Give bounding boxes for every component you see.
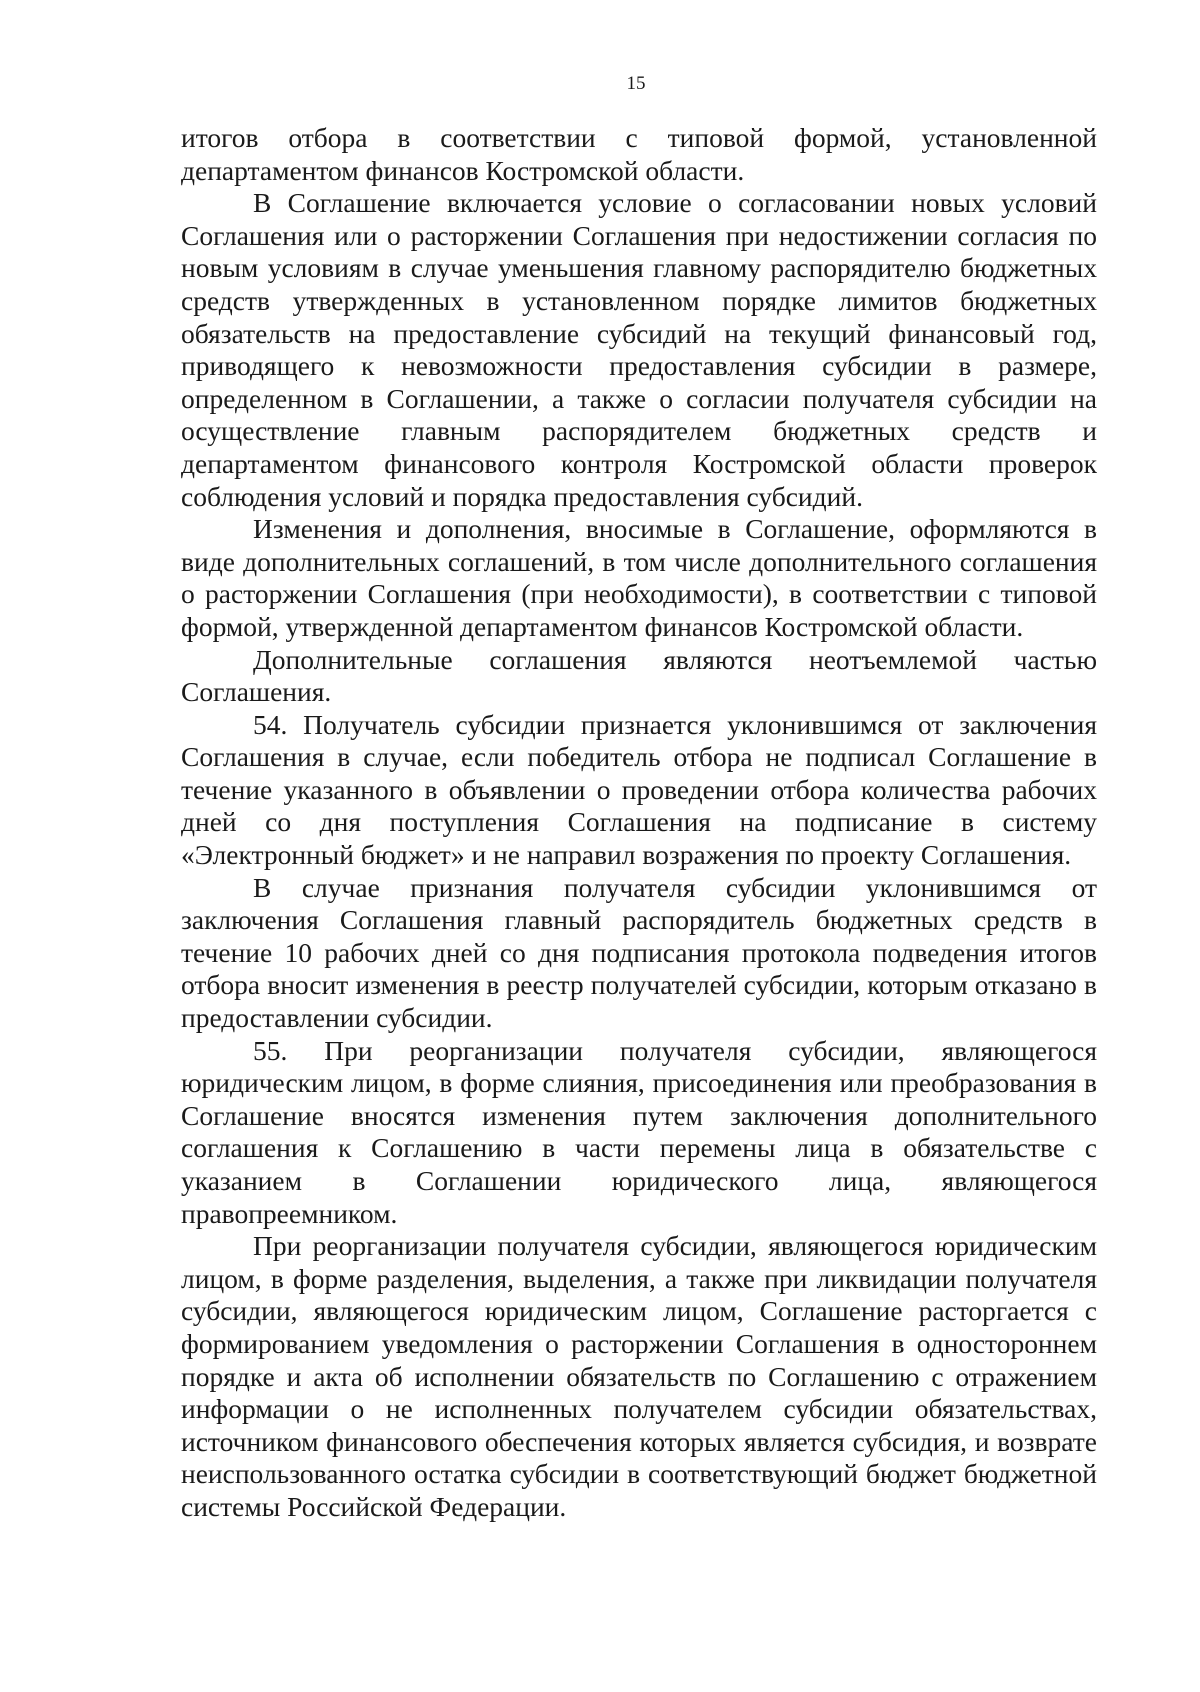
paragraph: итогов отбора в соответствии с типовой формой, установленной департаментом финансов Костромской области. [181,122,1097,186]
paragraph: 55. При реорганизации получателя субсидии, являющегося юридическим лицом, в форме слияния, присоединения или преобразования в Соглашение вносятся изменения путем заключения дополнительного соглашения к Соглашению в части перемены лица в обязательстве с указанием в Соглашении юридического лица, являющегося правопреемником. [181,1034,1097,1229]
paragraph: В случае признания получателя субсидии уклонившимся от заключения Соглашения главный распорядитель бюджетных средств в течение 10 рабочих дней со дня подписания протокола подведения итогов отбора вносит изменения в реестр получателей субсидии, которым отказано в предоставлении субсидии. [181,871,1097,1034]
document-body [181,122,1097,1524]
page-number: 15 [626,73,646,94]
paragraph: При реорганизации получателя субсидии, являющегося юридическим лицом, в форме разделения, выделения, а также при ликвидации получателя субсидии, являющегося юридическим лицом, Соглашение расторгается с формированием уведомления о расторжении Соглашения в одностороннем порядке и акта об исполнении обязательств по Соглашению с отражением информации о не исполненных получателем субсидии обязательствах, источником финансового обеспечения которых является субсидия, и возврате неиспользованного остатка субсидии в соответствующий бюджет бюджетной системы Российской Федерации. [181,1230,1097,1522]
paragraph: В Соглашение включается условие о согласовании новых условий Соглашения или о расторжении Соглашения при недостижении согласия по новым условиям в случае уменьшения главному распорядителю бюджетных средств утвержденных в установленном порядке лимитов бюджетных обязательств на предоставление субсидий на текущий финансовый год, приводящего к невозможности предоставления субсидии в размере, определенном в Соглашении, а также о согласии получателя субсидии на осуществление главным распорядителем бюджетных средств и департаментом финансового контроля Костромской области проверок соблюдения условий и порядка предоставления субсидий. [181,187,1097,512]
paragraph: 54. Получатель субсидии признается уклонившимся от заключения Соглашения в случае, если победитель отбора не подписал Соглашение в течение указанного в объявлении о проведении отбора количества рабочих дней со дня поступления Соглашения на подписание в систему «Электронный бюджет» и не направил возражения по проекту Соглашения. [181,708,1097,871]
paragraph: Дополнительные соглашения являются неотъемлемой частью Соглашения. [181,643,1097,708]
paragraph: Изменения и дополнения, вносимые в Соглашение, оформляются в виде дополнительных соглашений, в том числе дополнительного соглашения о расторжении Соглашения (при необходимости), в соответствии с типовой формой, утвержденной департаментом финансов Костромской области. [181,513,1097,642]
